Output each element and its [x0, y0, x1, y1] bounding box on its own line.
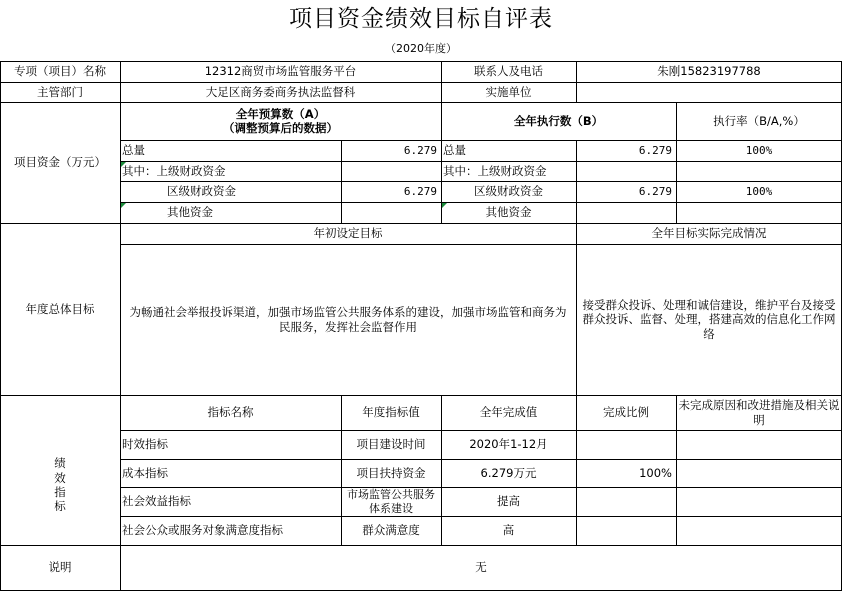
- fund-row-budget-value: 6.279: [403, 143, 437, 157]
- set-goal-header: 年初设定目标: [313, 226, 383, 241]
- fund-row-budget-value: [341, 202, 441, 223]
- fund-row-exec-label: 总量: [443, 143, 466, 158]
- fund-row-rate: 100%: [745, 143, 773, 157]
- dept-value: 大足区商务委商务执法监督科: [205, 84, 356, 99]
- fund-row-budget-value: [341, 161, 441, 181]
- actual-goal-text: 接受群众投诉、处理和诚信建设，维护平台及接受群众投诉、监督、处理，搭建高效的信息化工作网络: [582, 297, 836, 341]
- perf-label-char: 绩: [54, 456, 66, 471]
- fund-row-exec-value: [576, 161, 676, 181]
- perf-header-target: 年度指标值: [362, 405, 420, 420]
- perf-header-name: 指标名称: [207, 405, 254, 420]
- perf-row-target: 项目建设时间: [356, 437, 426, 452]
- page-title: 项目资金绩效目标自评表: [289, 6, 553, 32]
- fund-row-exec-value: 6.279: [638, 143, 672, 157]
- budget-header-line2: （调整预算后的数据）: [223, 121, 338, 135]
- perf-row-done: 2020年1-12月: [469, 437, 548, 452]
- contact-label: 联系人及电话: [474, 64, 543, 79]
- perf-row-target: 市场监管公共服务体系建设: [347, 487, 435, 515]
- budget-header-line1: 全年预算数（A）: [235, 106, 326, 121]
- perf-row-name: 时效指标: [122, 437, 168, 452]
- fund-row-rate: [676, 161, 842, 181]
- perf-header-note: 未完成原因和改进措施及相关说明: [678, 398, 840, 427]
- impl-unit-value: [576, 82, 842, 102]
- annual-goal-label: 年度总体目标: [25, 301, 95, 316]
- perf-row-ratio: [576, 430, 676, 459]
- perf-row-note: [676, 459, 842, 487]
- perf-row-name: 社会公众或服务对象满意度指标: [122, 523, 283, 538]
- rate-header: 执行率（B/A,%）: [713, 113, 805, 128]
- perf-row-ratio: [576, 487, 676, 516]
- budget-header: [120, 102, 441, 140]
- perf-row-target: 项目扶持资金: [356, 465, 426, 480]
- fund-row-budget-label: 其他资金: [167, 205, 213, 220]
- fund-row-exec-label: 其中：上级财政资金: [443, 163, 547, 178]
- performance-indicator-label: [0, 395, 120, 545]
- set-goal-text: 为畅通社会举报投诉渠道，加强市场监管公共服务体系的建设，加强市场监管和商务为民服务，发挥社会监督作用: [129, 305, 567, 334]
- perf-row-name: 社会效益指标: [122, 494, 191, 509]
- perf-row-ratio: [576, 516, 676, 545]
- actual-goal-header: 全年目标实际完成情况: [651, 226, 767, 241]
- perf-label-char: 指: [54, 485, 66, 499]
- dept-label: 主管部门: [37, 84, 83, 99]
- perf-row-name: 成本指标: [122, 465, 168, 480]
- fund-row-rate: 100%: [745, 184, 773, 198]
- perf-row-done: 提高: [497, 494, 520, 509]
- remark-value: 无: [475, 560, 487, 575]
- remark-label: 说明: [48, 560, 72, 575]
- fund-row-exec-label: 其他资金: [485, 205, 532, 220]
- perf-row-done: 高: [502, 523, 515, 538]
- perf-header-ratio: 完成比例: [603, 405, 649, 420]
- year-subtitle: （2020年度）: [385, 42, 457, 55]
- perf-row-ratio: 100%: [639, 465, 672, 480]
- perf-row-note: [676, 487, 842, 516]
- fund-row-rate: [676, 202, 842, 223]
- perf-row-note: [676, 516, 842, 545]
- fund-row-budget-value: 6.279: [403, 184, 437, 198]
- perf-row-done: 6.279万元: [480, 465, 537, 480]
- fund-row-exec-value: [576, 202, 676, 223]
- exec-header: 全年执行数（B）: [513, 113, 604, 128]
- impl-unit-label: 实施单位: [485, 84, 532, 99]
- project-name-label: 专项（项目）名称: [14, 64, 106, 79]
- fund-row-exec-label: 区级财政资金: [474, 184, 543, 199]
- contact-value: 朱刚15823197788: [657, 64, 761, 79]
- project-name-value: 12312商贸市场监管服务平台: [204, 64, 357, 79]
- perf-header-done: 全年完成值: [479, 405, 538, 420]
- perf-row-target: 群众满意度: [362, 523, 420, 538]
- fund-row-budget-label: 其中：上级财政资金: [122, 163, 226, 178]
- fund-row-exec-value: 6.279: [638, 184, 672, 198]
- perf-label-char: 效: [54, 470, 66, 485]
- funds-label: 项目资金（万元）: [14, 155, 106, 170]
- fund-row-budget-label: 总量: [122, 143, 145, 158]
- perf-label-char: 标: [54, 499, 66, 514]
- fund-row-budget-label: 区级财政资金: [167, 184, 236, 199]
- perf-row-note: [676, 430, 842, 459]
